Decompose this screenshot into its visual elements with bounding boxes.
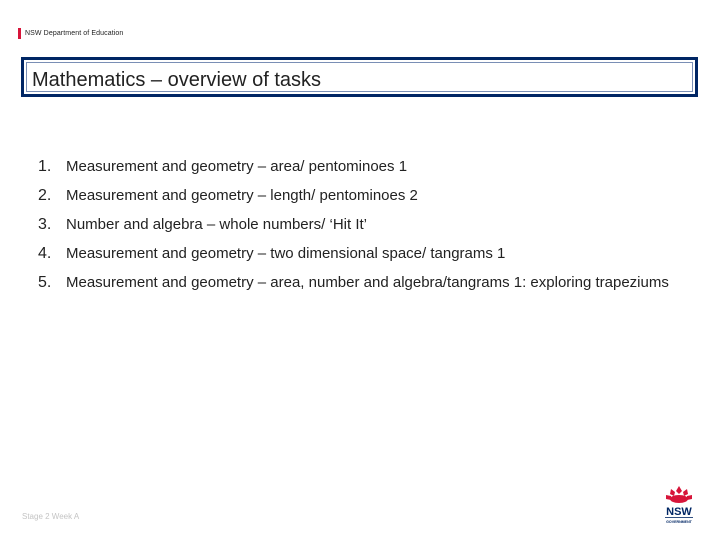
task-text: Number and algebra – whole numbers/ ‘Hit It’ — [66, 216, 367, 233]
waratah-logo-icon — [660, 484, 698, 526]
task-number: 4. — [38, 245, 52, 262]
page-title: Mathematics – overview of tasks — [32, 69, 321, 91]
task-number: 2. — [38, 187, 52, 204]
task-number: 1. — [38, 158, 52, 175]
department-name: NSW Department of Education — [25, 30, 124, 37]
task-text: Measurement and geometry – area/ pentominoes 1 — [66, 158, 408, 175]
task-number: 5. — [38, 274, 52, 291]
task-list — [38, 152, 678, 297]
department-header — [18, 28, 123, 39]
task-number: 3. — [38, 216, 52, 233]
task-item-5 — [38, 268, 678, 297]
logo-subtext: GOVERNMENT — [666, 520, 692, 524]
task-text: Measurement and geometry – area, number and algebra/tangrams 1: exploring trapeziums — [66, 274, 669, 291]
task-text: Measurement and geometry – two dimensional space/ tangrams 1 — [66, 245, 506, 262]
task-text: Measurement and geometry – length/ pentominoes 2 — [66, 187, 418, 204]
header-accent-bar — [18, 28, 21, 39]
task-item-3 — [38, 210, 678, 239]
title-box — [21, 57, 698, 97]
logo-wordmark: NSW — [666, 506, 692, 518]
task-item-2 — [38, 181, 678, 210]
task-item-4 — [38, 239, 678, 268]
task-item-1 — [38, 152, 678, 181]
footer-stage-week: Stage 2 Week A — [22, 512, 80, 521]
nsw-government-logo — [660, 484, 698, 526]
